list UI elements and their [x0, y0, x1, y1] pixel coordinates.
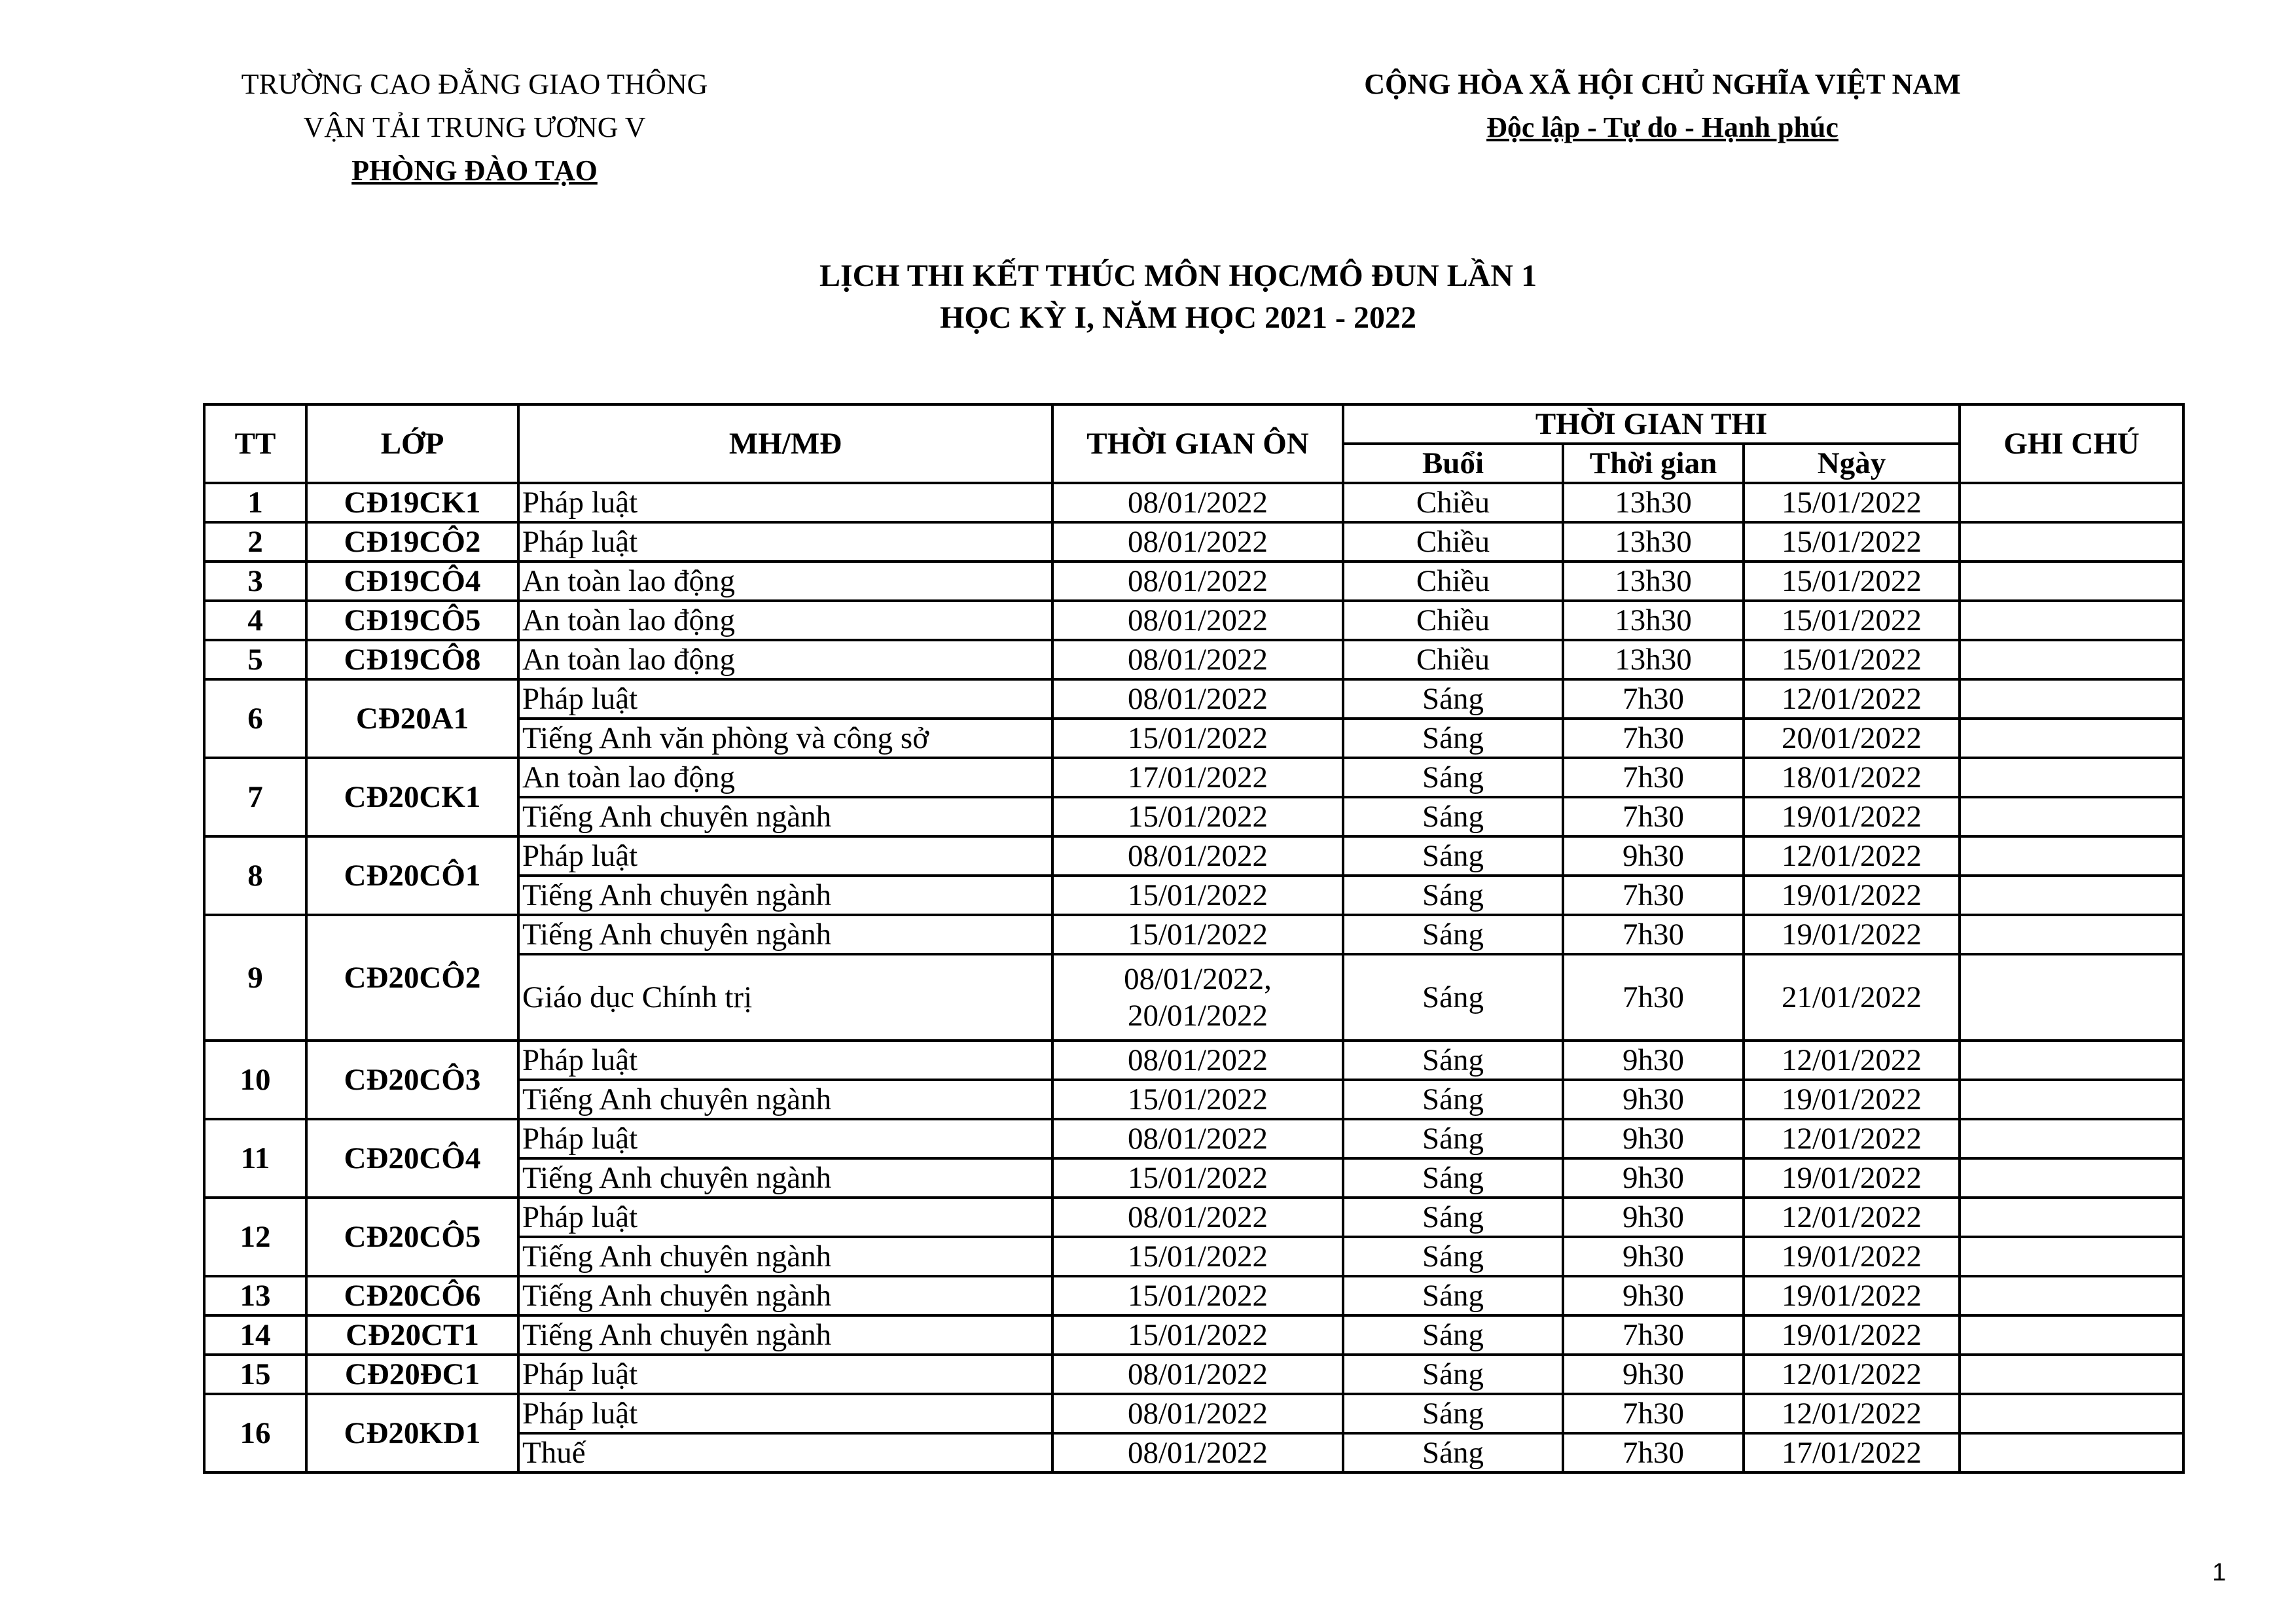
exam-schedule-table: [203, 403, 2185, 1474]
table-row: [204, 1198, 2183, 1237]
note-cell: [1960, 836, 2183, 876]
note-cell: [1960, 1237, 2183, 1276]
exam-time: 7h30: [1563, 1315, 1744, 1355]
school-header: [151, 63, 798, 192]
subject: Tiếng Anh văn phòng và công sở: [518, 719, 1052, 758]
review-date: 08/01/2022: [1052, 483, 1343, 522]
review-date: 08/01/2022: [1052, 562, 1343, 601]
class-code: CĐ20CÔ5: [306, 1198, 518, 1276]
note-cell: [1960, 876, 2183, 915]
class-code: CĐ20ĐC1: [306, 1355, 518, 1394]
exam-date: 19/01/2022: [1744, 1276, 1960, 1315]
exam-date: 19/01/2022: [1744, 915, 1960, 954]
col-header-tt: TT: [204, 404, 306, 483]
note-cell: [1960, 601, 2183, 640]
exam-session: Sáng: [1343, 876, 1563, 915]
row-number: 6: [204, 679, 306, 758]
row-number: 16: [204, 1394, 306, 1472]
row-number: 13: [204, 1276, 306, 1315]
table-row: [204, 836, 2183, 876]
subject: Tiếng Anh chuyên ngành: [518, 1237, 1052, 1276]
review-date: 15/01/2022: [1052, 1315, 1343, 1355]
review-date: [1052, 954, 1343, 1041]
exam-date: 19/01/2022: [1744, 876, 1960, 915]
school-name-line2: VẬN TẢI TRUNG ƯƠNG V: [303, 111, 646, 143]
title-line1: LỊCH THI KẾT THÚC MÔN HỌC/MÔ ĐUN LẦN 1: [819, 259, 1537, 293]
note-cell: [1960, 640, 2183, 679]
row-number: 7: [204, 758, 306, 836]
review-date: 08/01/2022: [1052, 836, 1343, 876]
review-date: 15/01/2022: [1052, 797, 1343, 836]
subject: An toàn lao động: [518, 758, 1052, 797]
table-row: [204, 640, 2183, 679]
exam-time: 13h30: [1563, 562, 1744, 601]
col-header-exam-time: THỜI GIAN THI: [1343, 404, 1960, 444]
note-cell: [1960, 1158, 2183, 1198]
exam-time: 7h30: [1563, 719, 1744, 758]
exam-session: Chiều: [1343, 562, 1563, 601]
subject: Tiếng Anh chuyên ngành: [518, 876, 1052, 915]
exam-time: 9h30: [1563, 1237, 1744, 1276]
col-header-session: Buổi: [1343, 444, 1563, 483]
class-code: CĐ20CK1: [306, 758, 518, 836]
note-cell: [1960, 562, 2183, 601]
note-cell: [1960, 1080, 2183, 1119]
exam-time: 9h30: [1563, 1158, 1744, 1198]
review-date: 08/01/2022: [1052, 601, 1343, 640]
exam-time: 7h30: [1563, 1433, 1744, 1472]
national-title: CỘNG HÒA XÃ HỘI CHỦ NGHĨA VIỆT NAM: [1364, 68, 1961, 100]
subject: An toàn lao động: [518, 640, 1052, 679]
review-date: 08/01/2022: [1052, 1041, 1343, 1080]
exam-date: 12/01/2022: [1744, 679, 1960, 719]
class-code: CĐ20CÔ2: [306, 915, 518, 1041]
subject: Pháp luật: [518, 1041, 1052, 1080]
class-code: CĐ19CÔ2: [306, 522, 518, 562]
exam-session: Sáng: [1343, 954, 1563, 1041]
subject: An toàn lao động: [518, 601, 1052, 640]
note-cell: [1960, 1355, 2183, 1394]
note-cell: [1960, 1315, 2183, 1355]
subject: Pháp luật: [518, 522, 1052, 562]
review-date: 08/01/2022: [1052, 522, 1343, 562]
row-number: 3: [204, 562, 306, 601]
review-date: 15/01/2022: [1052, 1158, 1343, 1198]
table-row: [204, 1119, 2183, 1158]
row-number: 4: [204, 601, 306, 640]
review-date: 17/01/2022: [1052, 758, 1343, 797]
subject: Thuế: [518, 1433, 1052, 1472]
note-cell: [1960, 1119, 2183, 1158]
table-row: [204, 679, 2183, 719]
exam-session: Sáng: [1343, 1433, 1563, 1472]
exam-date: 15/01/2022: [1744, 562, 1960, 601]
col-header-subject: MH/MĐ: [518, 404, 1052, 483]
table-row: [204, 1355, 2183, 1394]
exam-session: Sáng: [1343, 1237, 1563, 1276]
table-row: [204, 1041, 2183, 1080]
exam-session: Sáng: [1343, 1276, 1563, 1315]
exam-time: 13h30: [1563, 483, 1744, 522]
exam-time: 7h30: [1563, 758, 1744, 797]
exam-date: 15/01/2022: [1744, 522, 1960, 562]
exam-time: 7h30: [1563, 679, 1744, 719]
exam-time: 7h30: [1563, 797, 1744, 836]
exam-session: Sáng: [1343, 1158, 1563, 1198]
exam-time: 13h30: [1563, 522, 1744, 562]
table-row: [204, 483, 2183, 522]
row-number: 5: [204, 640, 306, 679]
note-cell: [1960, 719, 2183, 758]
review-date: 08/01/2022: [1052, 1394, 1343, 1433]
exam-time: 7h30: [1563, 1394, 1744, 1433]
table-row: [204, 1276, 2183, 1315]
subject: Tiếng Anh chuyên ngành: [518, 1158, 1052, 1198]
class-code: CĐ20A1: [306, 679, 518, 758]
exam-time: 9h30: [1563, 1355, 1744, 1394]
subject: Pháp luật: [518, 483, 1052, 522]
class-code: CĐ19CÔ8: [306, 640, 518, 679]
exam-session: Sáng: [1343, 915, 1563, 954]
exam-session: Sáng: [1343, 797, 1563, 836]
subject: Tiếng Anh chuyên ngành: [518, 1276, 1052, 1315]
subject: Pháp luật: [518, 679, 1052, 719]
exam-date: 19/01/2022: [1744, 1237, 1960, 1276]
department-name: PHÒNG ĐÀO TẠO: [351, 154, 598, 187]
exam-session: Sáng: [1343, 719, 1563, 758]
table-row: [204, 522, 2183, 562]
note-cell: [1960, 797, 2183, 836]
exam-date: 12/01/2022: [1744, 1119, 1960, 1158]
exam-session: Sáng: [1343, 1198, 1563, 1237]
note-cell: [1960, 1394, 2183, 1433]
exam-date: 19/01/2022: [1744, 1080, 1960, 1119]
exam-session: Sáng: [1343, 1119, 1563, 1158]
note-cell: [1960, 915, 2183, 954]
table-row: [204, 562, 2183, 601]
row-number: 2: [204, 522, 306, 562]
row-number: 8: [204, 836, 306, 915]
exam-time: 9h30: [1563, 1119, 1744, 1158]
note-cell: [1960, 1041, 2183, 1080]
exam-time: 13h30: [1563, 640, 1744, 679]
review-date: 08/01/2022: [1052, 1355, 1343, 1394]
subject: Tiếng Anh chuyên ngành: [518, 797, 1052, 836]
title-line2: HỌC KỲ I, NĂM HỌC 2021 - 2022: [940, 300, 1416, 335]
class-code: CĐ20CÔ3: [306, 1041, 518, 1119]
review-date: 08/01/2022: [1052, 679, 1343, 719]
subject: Pháp luật: [518, 836, 1052, 876]
class-code: CĐ20CT1: [306, 1315, 518, 1355]
note-cell: [1960, 1276, 2183, 1315]
exam-date: 15/01/2022: [1744, 601, 1960, 640]
exam-date: 12/01/2022: [1744, 1041, 1960, 1080]
class-code: CĐ19CÔ5: [306, 601, 518, 640]
exam-time: 9h30: [1563, 836, 1744, 876]
exam-session: Chiều: [1343, 640, 1563, 679]
row-number: 12: [204, 1198, 306, 1276]
col-header-note: GHI CHÚ: [1960, 404, 2183, 483]
review-date: 08/01/2022: [1052, 640, 1343, 679]
class-code: CĐ20CÔ6: [306, 1276, 518, 1315]
exam-date: 21/01/2022: [1744, 954, 1960, 1041]
class-code: CĐ19CK1: [306, 483, 518, 522]
review-date: 08/01/2022: [1052, 1119, 1343, 1158]
subject: Tiếng Anh chuyên ngành: [518, 1315, 1052, 1355]
exam-date: 20/01/2022: [1744, 719, 1960, 758]
table-row: [204, 601, 2183, 640]
col-header-review-time: THỜI GIAN ÔN: [1052, 404, 1343, 483]
exam-session: Sáng: [1343, 1355, 1563, 1394]
review-date: 15/01/2022: [1052, 1237, 1343, 1276]
row-number: 1: [204, 483, 306, 522]
subject: Pháp luật: [518, 1394, 1052, 1433]
exam-date: 19/01/2022: [1744, 1158, 1960, 1198]
exam-date: 19/01/2022: [1744, 1315, 1960, 1355]
note-cell: [1960, 483, 2183, 522]
row-number: 10: [204, 1041, 306, 1119]
review-date-line2: 20/01/2022: [1127, 999, 1268, 1033]
exam-date: 18/01/2022: [1744, 758, 1960, 797]
note-cell: [1960, 1433, 2183, 1472]
review-date: 15/01/2022: [1052, 1080, 1343, 1119]
class-code: CĐ20KD1: [306, 1394, 518, 1472]
class-code: CĐ20CÔ4: [306, 1119, 518, 1198]
exam-time: 7h30: [1563, 915, 1744, 954]
exam-session: Chiều: [1343, 522, 1563, 562]
exam-time: 9h30: [1563, 1198, 1744, 1237]
exam-date: 12/01/2022: [1744, 1394, 1960, 1433]
review-date: 08/01/2022: [1052, 1433, 1343, 1472]
exam-session: Sáng: [1343, 1080, 1563, 1119]
exam-time: 9h30: [1563, 1080, 1744, 1119]
note-cell: [1960, 954, 2183, 1041]
exam-date: 17/01/2022: [1744, 1433, 1960, 1472]
exam-time: 9h30: [1563, 1041, 1744, 1080]
row-number: 14: [204, 1315, 306, 1355]
class-code: CĐ20CÔ1: [306, 836, 518, 915]
exam-session: Sáng: [1343, 1394, 1563, 1433]
school-name-line1: TRƯỜNG CAO ĐẲNG GIAO THÔNG: [241, 68, 708, 100]
exam-session: Sáng: [1343, 1315, 1563, 1355]
exam-date: 15/01/2022: [1744, 483, 1960, 522]
review-date: 15/01/2022: [1052, 876, 1343, 915]
review-date-line1: 08/01/2022,: [1124, 962, 1272, 996]
subject: Pháp luật: [518, 1355, 1052, 1394]
exam-date: 12/01/2022: [1744, 1198, 1960, 1237]
exam-session: Sáng: [1343, 679, 1563, 719]
subject: An toàn lao động: [518, 562, 1052, 601]
exam-session: Chiều: [1343, 483, 1563, 522]
national-header: [1276, 63, 2049, 149]
subject: Pháp luật: [518, 1119, 1052, 1158]
exam-time: 7h30: [1563, 954, 1744, 1041]
subject: Tiếng Anh chuyên ngành: [518, 915, 1052, 954]
review-date: 15/01/2022: [1052, 1276, 1343, 1315]
exam-session: Sáng: [1343, 1041, 1563, 1080]
col-header-date: Ngày: [1744, 444, 1960, 483]
subject: Pháp luật: [518, 1198, 1052, 1237]
exam-time: 9h30: [1563, 1276, 1744, 1315]
review-date: 08/01/2022: [1052, 1198, 1343, 1237]
row-number: 11: [204, 1119, 306, 1198]
exam-session: Sáng: [1343, 758, 1563, 797]
exam-session: Sáng: [1343, 836, 1563, 876]
document-title: [589, 255, 1767, 339]
exam-date: 15/01/2022: [1744, 640, 1960, 679]
exam-time: 13h30: [1563, 601, 1744, 640]
note-cell: [1960, 679, 2183, 719]
national-motto: Độc lập - Tự do - Hạnh phúc: [1486, 111, 1839, 143]
exam-date: 12/01/2022: [1744, 1355, 1960, 1394]
exam-date: 12/01/2022: [1744, 836, 1960, 876]
col-header-time: Thời gian: [1563, 444, 1744, 483]
exam-date: 19/01/2022: [1744, 797, 1960, 836]
review-date: 15/01/2022: [1052, 719, 1343, 758]
page-number: 1: [2212, 1559, 2227, 1586]
exam-time: 7h30: [1563, 876, 1744, 915]
col-header-class: LỚP: [306, 404, 518, 483]
table-row: [204, 915, 2183, 954]
note-cell: [1960, 522, 2183, 562]
table-row: [204, 758, 2183, 797]
note-cell: [1960, 1198, 2183, 1237]
row-number: 15: [204, 1355, 306, 1394]
exam-session: Chiều: [1343, 601, 1563, 640]
review-date: 15/01/2022: [1052, 915, 1343, 954]
subject: Giáo dục Chính trị: [518, 954, 1052, 1041]
note-cell: [1960, 758, 2183, 797]
class-code: CĐ19CÔ4: [306, 562, 518, 601]
row-number: 9: [204, 915, 306, 1041]
table-row: [204, 1394, 2183, 1433]
subject: Tiếng Anh chuyên ngành: [518, 1080, 1052, 1119]
table-row: [204, 1315, 2183, 1355]
